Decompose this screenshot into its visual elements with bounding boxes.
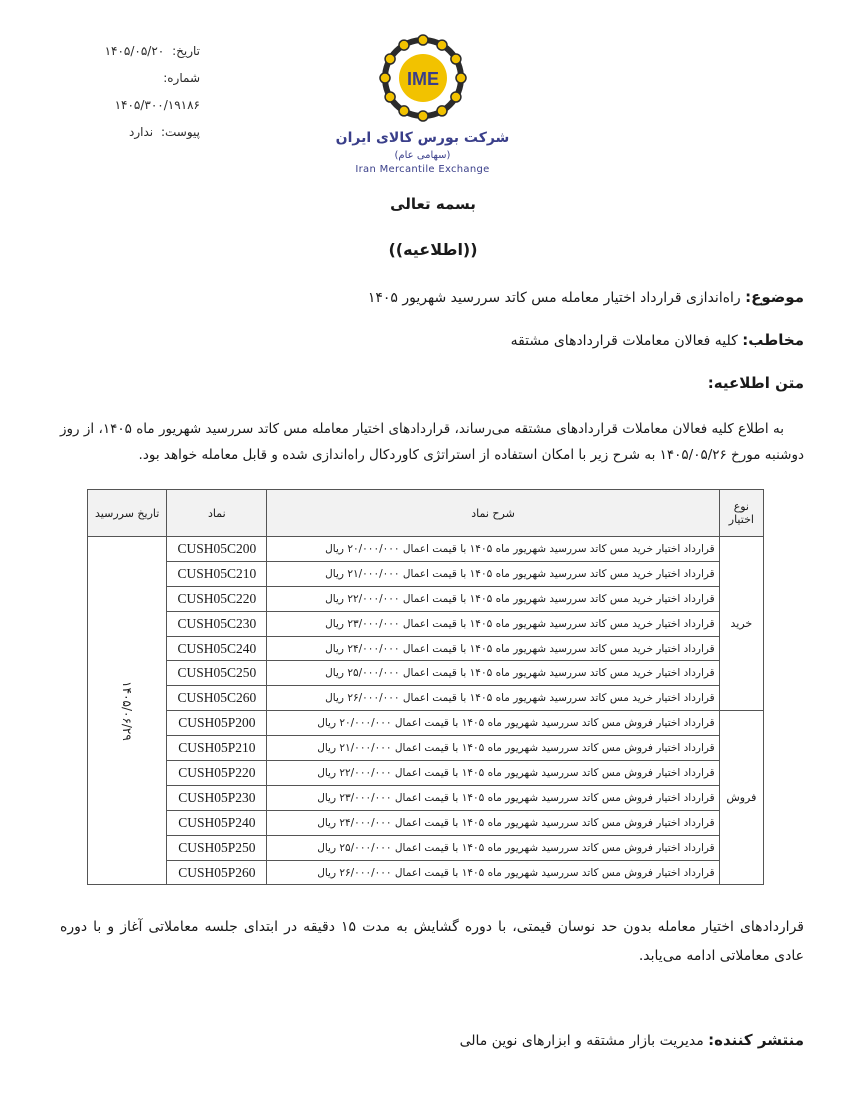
- table-header-row: [88, 490, 764, 537]
- row-description: قرارداد اختیار خرید مس کاتد سررسید شهریور ماه ۱۴۰۵ با قیمت اعمال ۲۰/۰۰۰/۰۰۰ ریال: [267, 537, 719, 562]
- addressee-label: مخاطب:: [742, 331, 804, 349]
- logo-dot: [399, 106, 409, 116]
- table-row: [88, 810, 764, 835]
- logo-dot: [418, 35, 428, 45]
- options-table: [87, 489, 764, 885]
- table-row: [88, 711, 764, 736]
- header-desc: شرح نماد: [267, 490, 719, 537]
- logo-dot: [380, 73, 390, 83]
- row-description: قرارداد اختیار فروش مس کاتد سررسید شهریور ماه ۱۴۰۵ با قیمت اعمال ۲۶/۰۰۰/۰۰۰ ریال: [267, 860, 719, 885]
- header-symbol: نماد: [167, 490, 267, 537]
- row-description: قرارداد اختیار خرید مس کاتد سررسید شهریور ماه ۱۴۰۵ با قیمت اعمال ۲۵/۰۰۰/۰۰۰ ریال: [267, 661, 719, 686]
- row-symbol: CUSH05P250: [167, 835, 267, 860]
- row-description: قرارداد اختیار فروش مس کاتد سررسید شهریور ماه ۱۴۰۵ با قیمت اعمال ۲۱/۰۰۰/۰۰۰ ریال: [267, 736, 719, 761]
- publisher-text: مدیریت بازار مشتقه و ابزارهای نوین مالی: [459, 1033, 704, 1049]
- logo-dot: [399, 40, 409, 50]
- row-symbol: CUSH05P240: [167, 810, 267, 835]
- meta-attachment: پیوست: ندارد: [129, 125, 200, 139]
- logo-dot: [437, 40, 447, 50]
- meta-number: شماره: ۱۴۰۵/۳۰۰/۱۹۱۸۶: [114, 71, 200, 112]
- row-description: قرارداد اختیار فروش مس کاتد سررسید شهریور ماه ۱۴۰۵ با قیمت اعمال ۲۴/۰۰۰/۰۰۰ ریال: [267, 810, 719, 835]
- row-description: قرارداد اختیار فروش مس کاتد سررسید شهریور ماه ۱۴۰۵ با قیمت اعمال ۲۰/۰۰۰/۰۰۰ ریال: [267, 711, 719, 736]
- logo-name-fa: شرکت بورس کالای ایران (سهامی عام): [335, 130, 510, 161]
- addressee-text: کلیه فعالان معاملات قراردادهای مشتقه: [510, 333, 738, 349]
- header-type: نوع اختیار: [719, 490, 763, 537]
- option-type-sell: فروش: [719, 711, 763, 885]
- logo-name-en: Iran Mercantile Exchange: [355, 164, 490, 175]
- table-row: [88, 561, 764, 586]
- table-row: [88, 636, 764, 661]
- logo-dot: [385, 92, 395, 102]
- logo-dot: [385, 54, 395, 64]
- row-symbol: CUSH05C250: [167, 661, 267, 686]
- body-heading: متن اطلاعیه:: [707, 374, 804, 392]
- table-row: [88, 835, 764, 860]
- row-symbol: CUSH05P260: [167, 860, 267, 885]
- row-description: قرارداد اختیار خرید مس کاتد سررسید شهریور ماه ۱۴۰۵ با قیمت اعمال ۲۱/۰۰۰/۰۰۰ ریال: [267, 561, 719, 586]
- row-description: قرارداد اختیار خرید مس کاتد سررسید شهریور ماه ۱۴۰۵ با قیمت اعمال ۲۳/۰۰۰/۰۰۰ ریال: [267, 611, 719, 636]
- row-description: قرارداد اختیار خرید مس کاتد سررسید شهریور ماه ۱۴۰۵ با قیمت اعمال ۲۲/۰۰۰/۰۰۰ ریال: [267, 586, 719, 611]
- row-symbol: CUSH05C200: [167, 537, 267, 562]
- row-symbol: CUSH05C210: [167, 561, 267, 586]
- row-symbol: CUSH05P220: [167, 761, 267, 786]
- subject-text: راه‌اندازی قرارداد اختیار معامله مس کاتد سررسید شهریور ۱۴۰۵: [367, 290, 741, 306]
- footer-note: قراردادهای اختیار معامله بدون حد نوسان قیمتی، با دوره گشایش به مدت ۱۵ دقیقه در ابتدای جلسه معاملاتی آغاز و با دوره عادی معاملاتی ادامه می‌یابد.: [60, 919, 804, 964]
- subject-line: [368, 288, 804, 306]
- table-row: [88, 586, 764, 611]
- notice-title: ((اطلاعیه)): [388, 240, 478, 259]
- ime-logo-icon: [375, 30, 471, 126]
- table-row: [88, 860, 764, 885]
- publisher-line: [460, 1031, 804, 1049]
- basmala: بسمه تعالی: [390, 195, 476, 213]
- table-row: [88, 661, 764, 686]
- row-symbol: CUSH05P210: [167, 736, 267, 761]
- intro-paragraph: به اطلاع کلیه فعالان معاملات قراردادهای مشتقه می‌رساند، قراردادهای اختیار معامله مس کاتد سررسید شهریور ماه ۱۴۰۵، از روز دوشنبه مورخ ۱۴۰۵/۰۵/۲۶ به شرح زیر با امکان استفاده از استراتژی کاوردکال راه‌اندازی شده و قابل معامله خواهد بود.: [60, 421, 804, 463]
- row-symbol: CUSH05P230: [167, 785, 267, 810]
- logo-dot: [450, 92, 460, 102]
- row-description: قرارداد اختیار خرید مس کاتد سررسید شهریور ماه ۱۴۰۵ با قیمت اعمال ۲۴/۰۰۰/۰۰۰ ریال: [267, 636, 719, 661]
- row-symbol: CUSH05C220: [167, 586, 267, 611]
- expiry-date-cell: [88, 537, 167, 885]
- row-description: قرارداد اختیار فروش مس کاتد سررسید شهریور ماه ۱۴۰۵ با قیمت اعمال ۲۲/۰۰۰/۰۰۰ ریال: [267, 761, 719, 786]
- option-type-buy: خرید: [719, 537, 763, 711]
- table-row: [88, 611, 764, 636]
- table-row: [88, 785, 764, 810]
- table-row: [88, 686, 764, 711]
- row-description: قرارداد اختیار فروش مس کاتد سررسید شهریور ماه ۱۴۰۵ با قیمت اعمال ۲۵/۰۰۰/۰۰۰ ریال: [267, 835, 719, 860]
- row-symbol: CUSH05P200: [167, 711, 267, 736]
- row-description: قرارداد اختیار خرید مس کاتد سررسید شهریور ماه ۱۴۰۵ با قیمت اعمال ۲۶/۰۰۰/۰۰۰ ریال: [267, 686, 719, 711]
- publisher-label: منتشر کننده:: [708, 1031, 804, 1049]
- svg-text:IME: IME: [406, 69, 439, 89]
- logo-dot: [418, 111, 428, 121]
- subject-label: موضوع:: [745, 288, 804, 306]
- row-description: قرارداد اختیار فروش مس کاتد سررسید شهریور ماه ۱۴۰۵ با قیمت اعمال ۲۳/۰۰۰/۰۰۰ ریال: [267, 785, 719, 810]
- row-symbol: CUSH05C230: [167, 611, 267, 636]
- row-symbol: CUSH05C260: [167, 686, 267, 711]
- logo-dot: [456, 73, 466, 83]
- row-symbol: CUSH05C240: [167, 636, 267, 661]
- meta-date: تاریخ: ۱۴۰۵/۰۵/۲۰: [104, 44, 200, 58]
- letter-meta: [70, 38, 200, 146]
- table-row: [88, 736, 764, 761]
- table-row: [88, 761, 764, 786]
- logo-dot: [450, 54, 460, 64]
- table-row: [88, 537, 764, 562]
- ime-logo: [320, 30, 525, 175]
- expiry-date: ۱۴۰۵/۰۶/۲۹: [120, 680, 135, 741]
- addressee-line: [511, 331, 804, 349]
- logo-dot: [437, 106, 447, 116]
- header-expiry: تاریخ سررسید: [88, 490, 167, 537]
